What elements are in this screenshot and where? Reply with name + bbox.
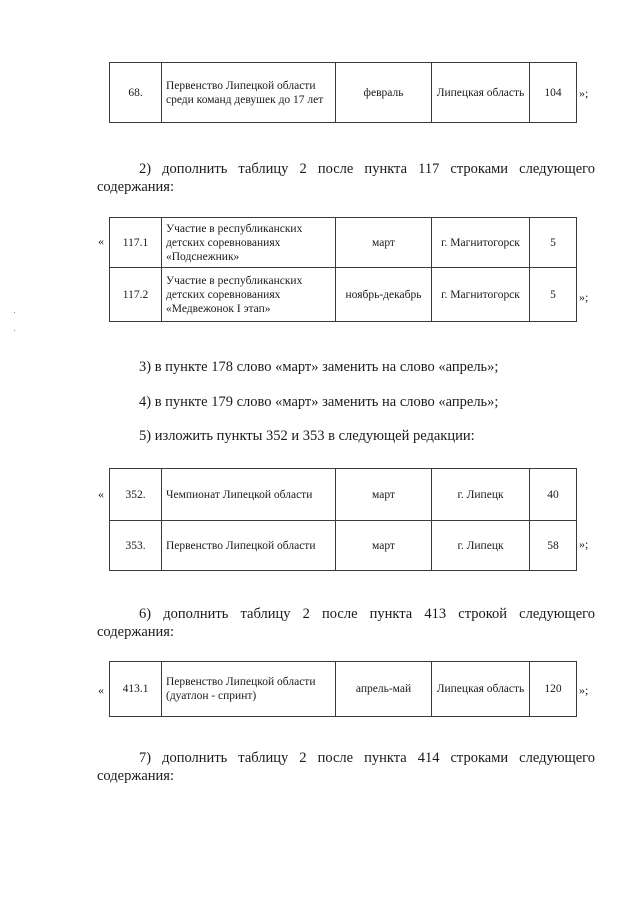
close-quote: »; — [579, 683, 589, 697]
table-row — [110, 662, 577, 717]
item-number: 68. — [110, 63, 162, 123]
participant-count: 58 — [530, 521, 577, 571]
participant-count: 120 — [530, 662, 577, 717]
participant-count: 104 — [530, 63, 577, 123]
event-name: Чемпионат Липецкой области — [162, 469, 336, 521]
paragraph-line: 7) дополнить таблицу 2 после пункта 414 строками следующего — [139, 750, 595, 766]
event-name: Участие в республиканских детских соревнованиях «Подснежник» — [162, 218, 336, 268]
event-name: Участие в республиканских детских соревнованиях «Медвежонок I этап» — [162, 268, 336, 322]
paragraph-2 — [97, 160, 595, 196]
paragraph-line: содержания: — [97, 768, 175, 784]
open-quote: « — [98, 487, 104, 501]
event-place: г. Липецк — [432, 521, 530, 571]
table-2 — [109, 217, 577, 322]
table-1 — [109, 62, 577, 123]
event-month: февраль — [336, 63, 432, 123]
event-month: март — [336, 521, 432, 571]
event-place: Липецкая область — [432, 662, 530, 717]
event-place: г. Липецк — [432, 469, 530, 521]
scan-speck — [14, 330, 15, 331]
table-row — [110, 469, 577, 521]
event-place: Липецкая область — [432, 63, 530, 123]
item-number: 353. — [110, 521, 162, 571]
paragraph-line: содержания: — [97, 624, 175, 640]
table-row — [110, 521, 577, 571]
table-row — [110, 268, 577, 322]
participant-count: 40 — [530, 469, 577, 521]
table-4 — [109, 661, 577, 717]
event-name: Первенство Липецкой области — [162, 521, 336, 571]
close-quote: »; — [579, 290, 589, 304]
item-number: 352. — [110, 469, 162, 521]
item-number: 413.1 — [110, 662, 162, 717]
item-number: 117.2 — [110, 268, 162, 322]
event-name: Первенство Липецкой области (дуатлон - спринт) — [162, 662, 336, 717]
open-quote: « — [98, 234, 104, 248]
close-quote: »; — [579, 86, 589, 100]
event-name: Первенство Липецкой области среди команд девушек до 17 лет — [162, 63, 336, 123]
scan-speck — [14, 312, 15, 313]
paragraph-5: 5) изложить пункты 352 и 353 в следующей редакции: — [139, 428, 475, 444]
paragraph-line: содержания: — [97, 179, 175, 195]
table-3 — [109, 468, 577, 571]
event-place: г. Магнитогорск — [432, 268, 530, 322]
close-quote: »; — [579, 537, 589, 551]
table-row — [110, 218, 577, 268]
paragraph-4: 4) в пункте 179 слово «март» заменить на слово «апрель»; — [139, 394, 499, 410]
event-month: март — [336, 469, 432, 521]
item-number: 117.1 — [110, 218, 162, 268]
table-row — [110, 63, 577, 123]
paragraph-line: 6) дополнить таблицу 2 после пункта 413 строкой следующего — [139, 606, 595, 622]
event-place: г. Магнитогорск — [432, 218, 530, 268]
paragraph-7 — [97, 749, 595, 785]
event-month: ноябрь-декабрь — [336, 268, 432, 322]
event-month: апрель-май — [336, 662, 432, 717]
paragraph-line: 2) дополнить таблицу 2 после пункта 117 строками следующего — [139, 161, 595, 177]
participant-count: 5 — [530, 218, 577, 268]
open-quote: « — [98, 683, 104, 697]
participant-count: 5 — [530, 268, 577, 322]
event-month: март — [336, 218, 432, 268]
paragraph-6 — [97, 605, 595, 641]
paragraph-3: 3) в пункте 178 слово «март» заменить на слово «апрель»; — [139, 359, 499, 375]
